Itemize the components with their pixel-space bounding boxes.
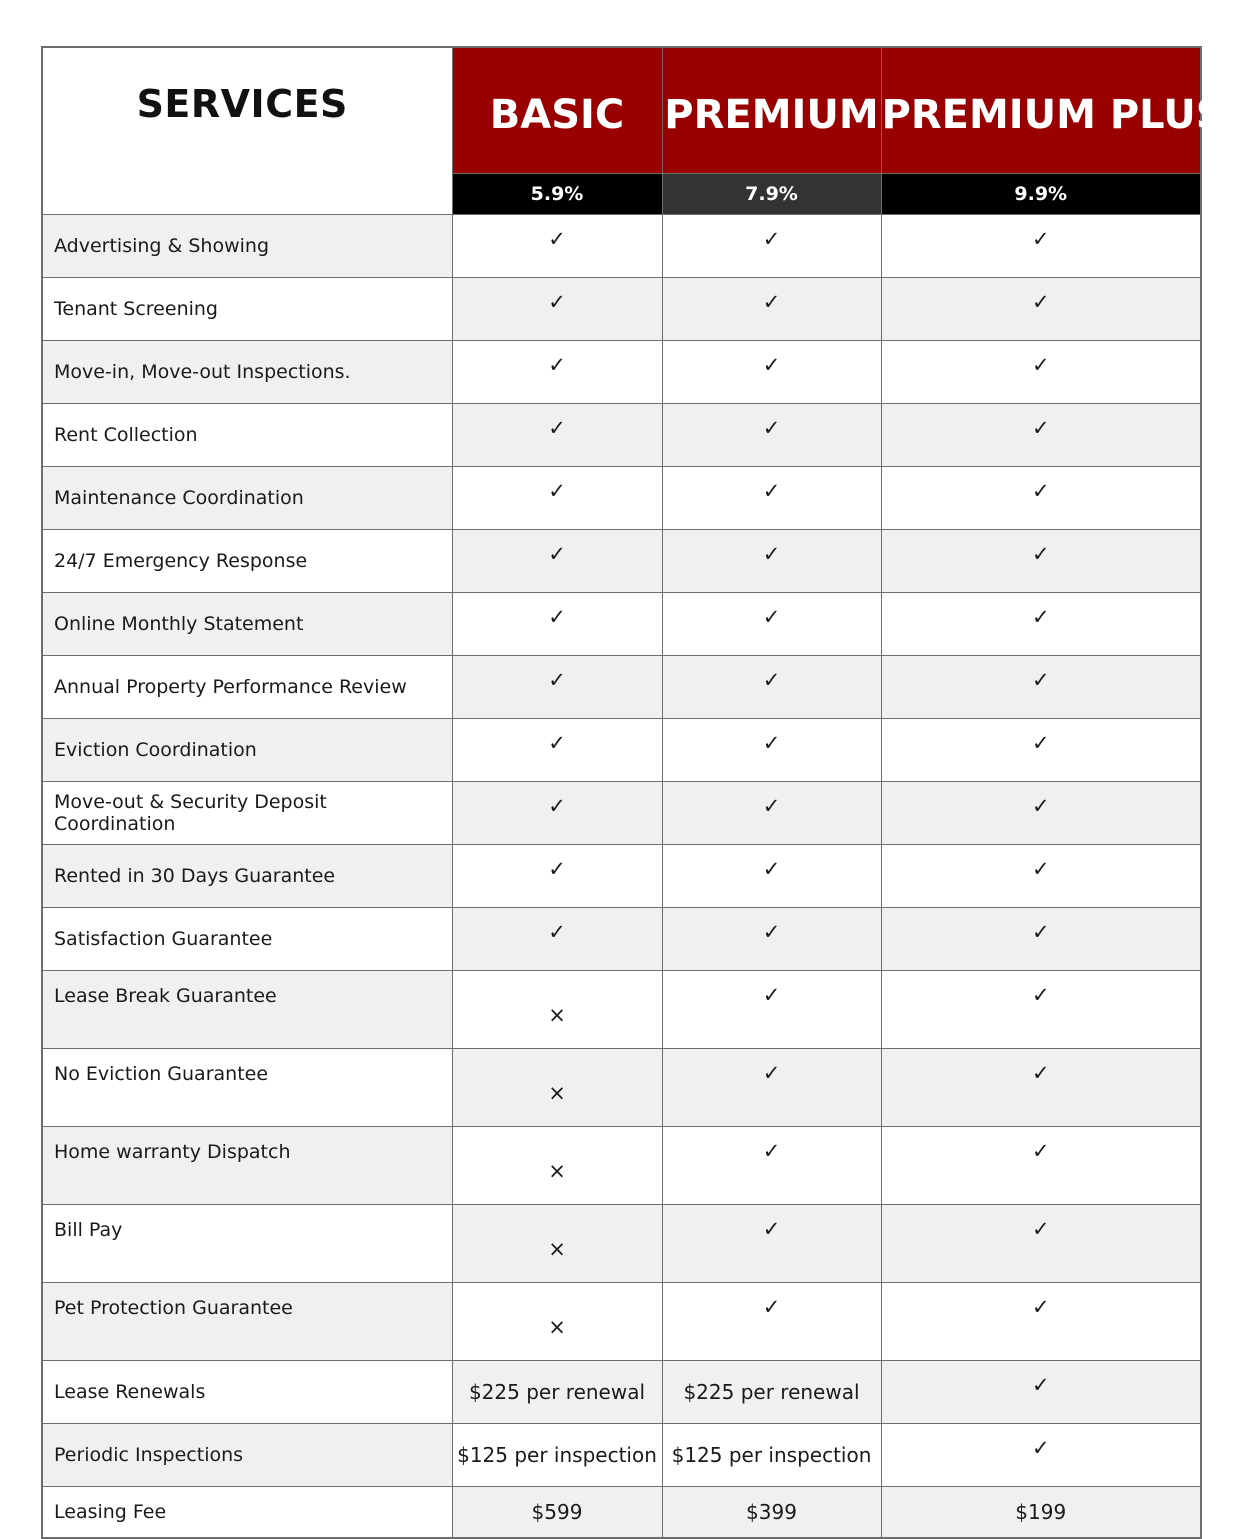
service-name: Annual Property Performance Review: [42, 656, 452, 719]
rate-basic: 5.9%: [452, 174, 662, 215]
price-text: $599: [531, 1500, 583, 1524]
cell-basic: [452, 341, 662, 404]
cell-premium: [662, 1205, 881, 1283]
cell-basic: [452, 1205, 662, 1283]
check-icon: ✓: [1031, 1139, 1050, 1163]
table-row: [42, 1127, 1201, 1205]
table-row: [42, 908, 1201, 971]
service-name: Online Monthly Statement: [42, 593, 452, 656]
cell-premium: [662, 341, 881, 404]
cell-premium: [662, 1487, 881, 1539]
cell-premium-plus: [881, 341, 1201, 404]
check-icon: ✓: [762, 290, 781, 314]
price-text: $199: [1015, 1500, 1067, 1524]
cell-basic: [452, 845, 662, 908]
cross-icon: ×: [548, 1159, 566, 1183]
cell-basic: [452, 1049, 662, 1127]
cell-premium-plus: [881, 1127, 1201, 1205]
cell-premium: [662, 1049, 881, 1127]
cell-premium: [662, 908, 881, 971]
table-row: [42, 278, 1201, 341]
cell-premium-plus: [881, 593, 1201, 656]
services-body: [42, 215, 1201, 1539]
plan-header-premium-plus: PREMIUM PLUS: [881, 47, 1201, 174]
table-row: [42, 341, 1201, 404]
cell-basic: [452, 656, 662, 719]
check-icon: ✓: [1031, 1217, 1050, 1241]
service-name: Move-out & Security Deposit Coordination: [42, 782, 452, 845]
cell-premium: [662, 215, 881, 278]
cross-icon: ×: [548, 1237, 566, 1261]
check-icon: ✓: [1031, 1061, 1050, 1085]
cell-premium-plus: [881, 278, 1201, 341]
check-icon: ✓: [1031, 479, 1050, 503]
check-icon: ✓: [548, 353, 566, 377]
cell-premium-plus: [881, 845, 1201, 908]
service-name: Leasing Fee: [42, 1487, 452, 1539]
check-icon: ✓: [1031, 416, 1050, 440]
check-icon: ✓: [1031, 1436, 1050, 1460]
pricing-table: [41, 46, 1225, 1539]
cell-premium: [662, 1361, 881, 1424]
check-icon: ✓: [1031, 227, 1050, 251]
service-name: Home warranty Dispatch: [42, 1127, 452, 1205]
service-name: Lease Break Guarantee: [42, 971, 452, 1049]
cell-basic: [452, 467, 662, 530]
check-icon: ✓: [762, 794, 781, 818]
service-name: Tenant Screening: [42, 278, 452, 341]
cell-premium-plus: [881, 1487, 1201, 1539]
check-icon: ✓: [762, 1217, 781, 1241]
check-icon: ✓: [762, 227, 781, 251]
cell-premium-plus: [881, 1361, 1201, 1424]
cell-premium-plus: [881, 215, 1201, 278]
check-icon: ✓: [762, 668, 781, 692]
cell-premium: [662, 719, 881, 782]
check-icon: ✓: [1031, 731, 1050, 755]
table-row: [42, 719, 1201, 782]
cell-premium: [662, 845, 881, 908]
cell-premium: [662, 1283, 881, 1361]
table-row: [42, 593, 1201, 656]
check-icon: ✓: [1031, 857, 1050, 881]
service-name: No Eviction Guarantee: [42, 1049, 452, 1127]
cell-premium-plus: [881, 782, 1201, 845]
check-icon: ✓: [1031, 983, 1050, 1007]
cell-basic: [452, 1424, 662, 1487]
check-icon: ✓: [762, 1139, 781, 1163]
service-name: Satisfaction Guarantee: [42, 908, 452, 971]
check-icon: ✓: [1031, 353, 1050, 377]
cell-premium: [662, 278, 881, 341]
table-row: [42, 971, 1201, 1049]
service-name: Periodic Inspections: [42, 1424, 452, 1487]
cell-premium-plus: [881, 1205, 1201, 1283]
check-icon: ✓: [548, 290, 566, 314]
table-row: [42, 404, 1201, 467]
check-icon: ✓: [548, 479, 566, 503]
cell-basic: [452, 1283, 662, 1361]
cross-icon: ×: [548, 1003, 566, 1027]
check-icon: ✓: [762, 1061, 781, 1085]
cell-premium: [662, 530, 881, 593]
cell-premium: [662, 782, 881, 845]
check-icon: ✓: [548, 416, 566, 440]
cell-basic: [452, 782, 662, 845]
cell-premium: [662, 1127, 881, 1205]
rate-premium: 7.9%: [662, 174, 881, 215]
table-row: [42, 215, 1201, 278]
check-icon: ✓: [762, 857, 781, 881]
cell-premium-plus: [881, 1283, 1201, 1361]
check-icon: ✓: [1031, 605, 1050, 629]
service-name: Lease Renewals: [42, 1361, 452, 1424]
table-row: [42, 530, 1201, 593]
check-icon: ✓: [762, 542, 781, 566]
cell-basic: [452, 215, 662, 278]
cell-premium-plus: [881, 908, 1201, 971]
cell-premium: [662, 593, 881, 656]
cell-premium-plus: [881, 404, 1201, 467]
cell-premium-plus: [881, 719, 1201, 782]
service-name: 24/7 Emergency Response: [42, 530, 452, 593]
cell-premium-plus: [881, 656, 1201, 719]
table-row: [42, 656, 1201, 719]
price-text: $125 per inspection: [457, 1443, 657, 1467]
plan-header-premium: PREMIUM: [662, 47, 881, 174]
check-icon: ✓: [548, 857, 566, 881]
cell-basic: [452, 908, 662, 971]
cross-icon: ×: [548, 1315, 566, 1339]
price-text: $125 per inspection: [671, 1443, 872, 1467]
cell-premium: [662, 971, 881, 1049]
check-icon: ✓: [1031, 290, 1050, 314]
cell-premium: [662, 404, 881, 467]
price-text: $225 per renewal: [683, 1380, 860, 1404]
table-row: [42, 1424, 1201, 1487]
check-icon: ✓: [548, 542, 566, 566]
cell-premium-plus: [881, 1049, 1201, 1127]
cell-basic: [452, 1127, 662, 1205]
check-icon: ✓: [548, 920, 566, 944]
check-icon: ✓: [1031, 668, 1050, 692]
cell-basic: [452, 719, 662, 782]
check-icon: ✓: [548, 227, 566, 251]
service-name: Eviction Coordination: [42, 719, 452, 782]
cell-premium: [662, 467, 881, 530]
table-row: [42, 1361, 1201, 1424]
cell-premium: [662, 656, 881, 719]
rate-premium-plus: 9.9%: [881, 174, 1201, 215]
plan-header-basic: BASIC: [452, 47, 662, 174]
cell-basic: [452, 1361, 662, 1424]
service-name: Advertising & Showing: [42, 215, 452, 278]
check-icon: ✓: [1031, 1295, 1050, 1319]
service-name: Pet Protection Guarantee: [42, 1283, 452, 1361]
check-icon: ✓: [548, 794, 566, 818]
price-text: $399: [746, 1500, 797, 1524]
check-icon: ✓: [762, 731, 781, 755]
table-row: [42, 782, 1201, 845]
services-title: SERVICES: [136, 82, 348, 126]
check-icon: ✓: [1031, 920, 1050, 944]
service-name: Maintenance Coordination: [42, 467, 452, 530]
cross-icon: ×: [548, 1081, 566, 1105]
cell-premium: [662, 1424, 881, 1487]
check-icon: ✓: [1031, 794, 1050, 818]
check-icon: ✓: [762, 353, 781, 377]
cell-premium-plus: [881, 971, 1201, 1049]
cell-premium-plus: [881, 530, 1201, 593]
table-row: [42, 1283, 1201, 1361]
check-icon: ✓: [762, 479, 781, 503]
check-icon: ✓: [762, 605, 781, 629]
cell-basic: [452, 971, 662, 1049]
service-name: Move-in, Move-out Inspections.: [42, 341, 452, 404]
cell-premium-plus: [881, 1424, 1201, 1487]
check-icon: ✓: [1031, 542, 1050, 566]
services-header-cell: [42, 47, 452, 215]
service-name: Bill Pay: [42, 1205, 452, 1283]
service-name: Rented in 30 Days Guarantee: [42, 845, 452, 908]
cell-premium-plus: [881, 467, 1201, 530]
check-icon: ✓: [762, 920, 781, 944]
service-name: Rent Collection: [42, 404, 452, 467]
check-icon: ✓: [548, 731, 566, 755]
table-row: [42, 845, 1201, 908]
cell-basic: [452, 593, 662, 656]
check-icon: ✓: [548, 668, 566, 692]
check-icon: ✓: [762, 416, 781, 440]
table-row: [42, 1205, 1201, 1283]
check-icon: ✓: [548, 605, 566, 629]
table-row: [42, 467, 1201, 530]
cell-basic: [452, 530, 662, 593]
cell-basic: [452, 278, 662, 341]
table-row: [42, 1487, 1201, 1539]
check-icon: ✓: [1031, 1373, 1050, 1397]
cell-basic: [452, 404, 662, 467]
cell-basic: [452, 1487, 662, 1539]
table-row: [42, 1049, 1201, 1127]
check-icon: ✓: [762, 983, 781, 1007]
price-text: $225 per renewal: [468, 1380, 646, 1404]
check-icon: ✓: [762, 1295, 781, 1319]
